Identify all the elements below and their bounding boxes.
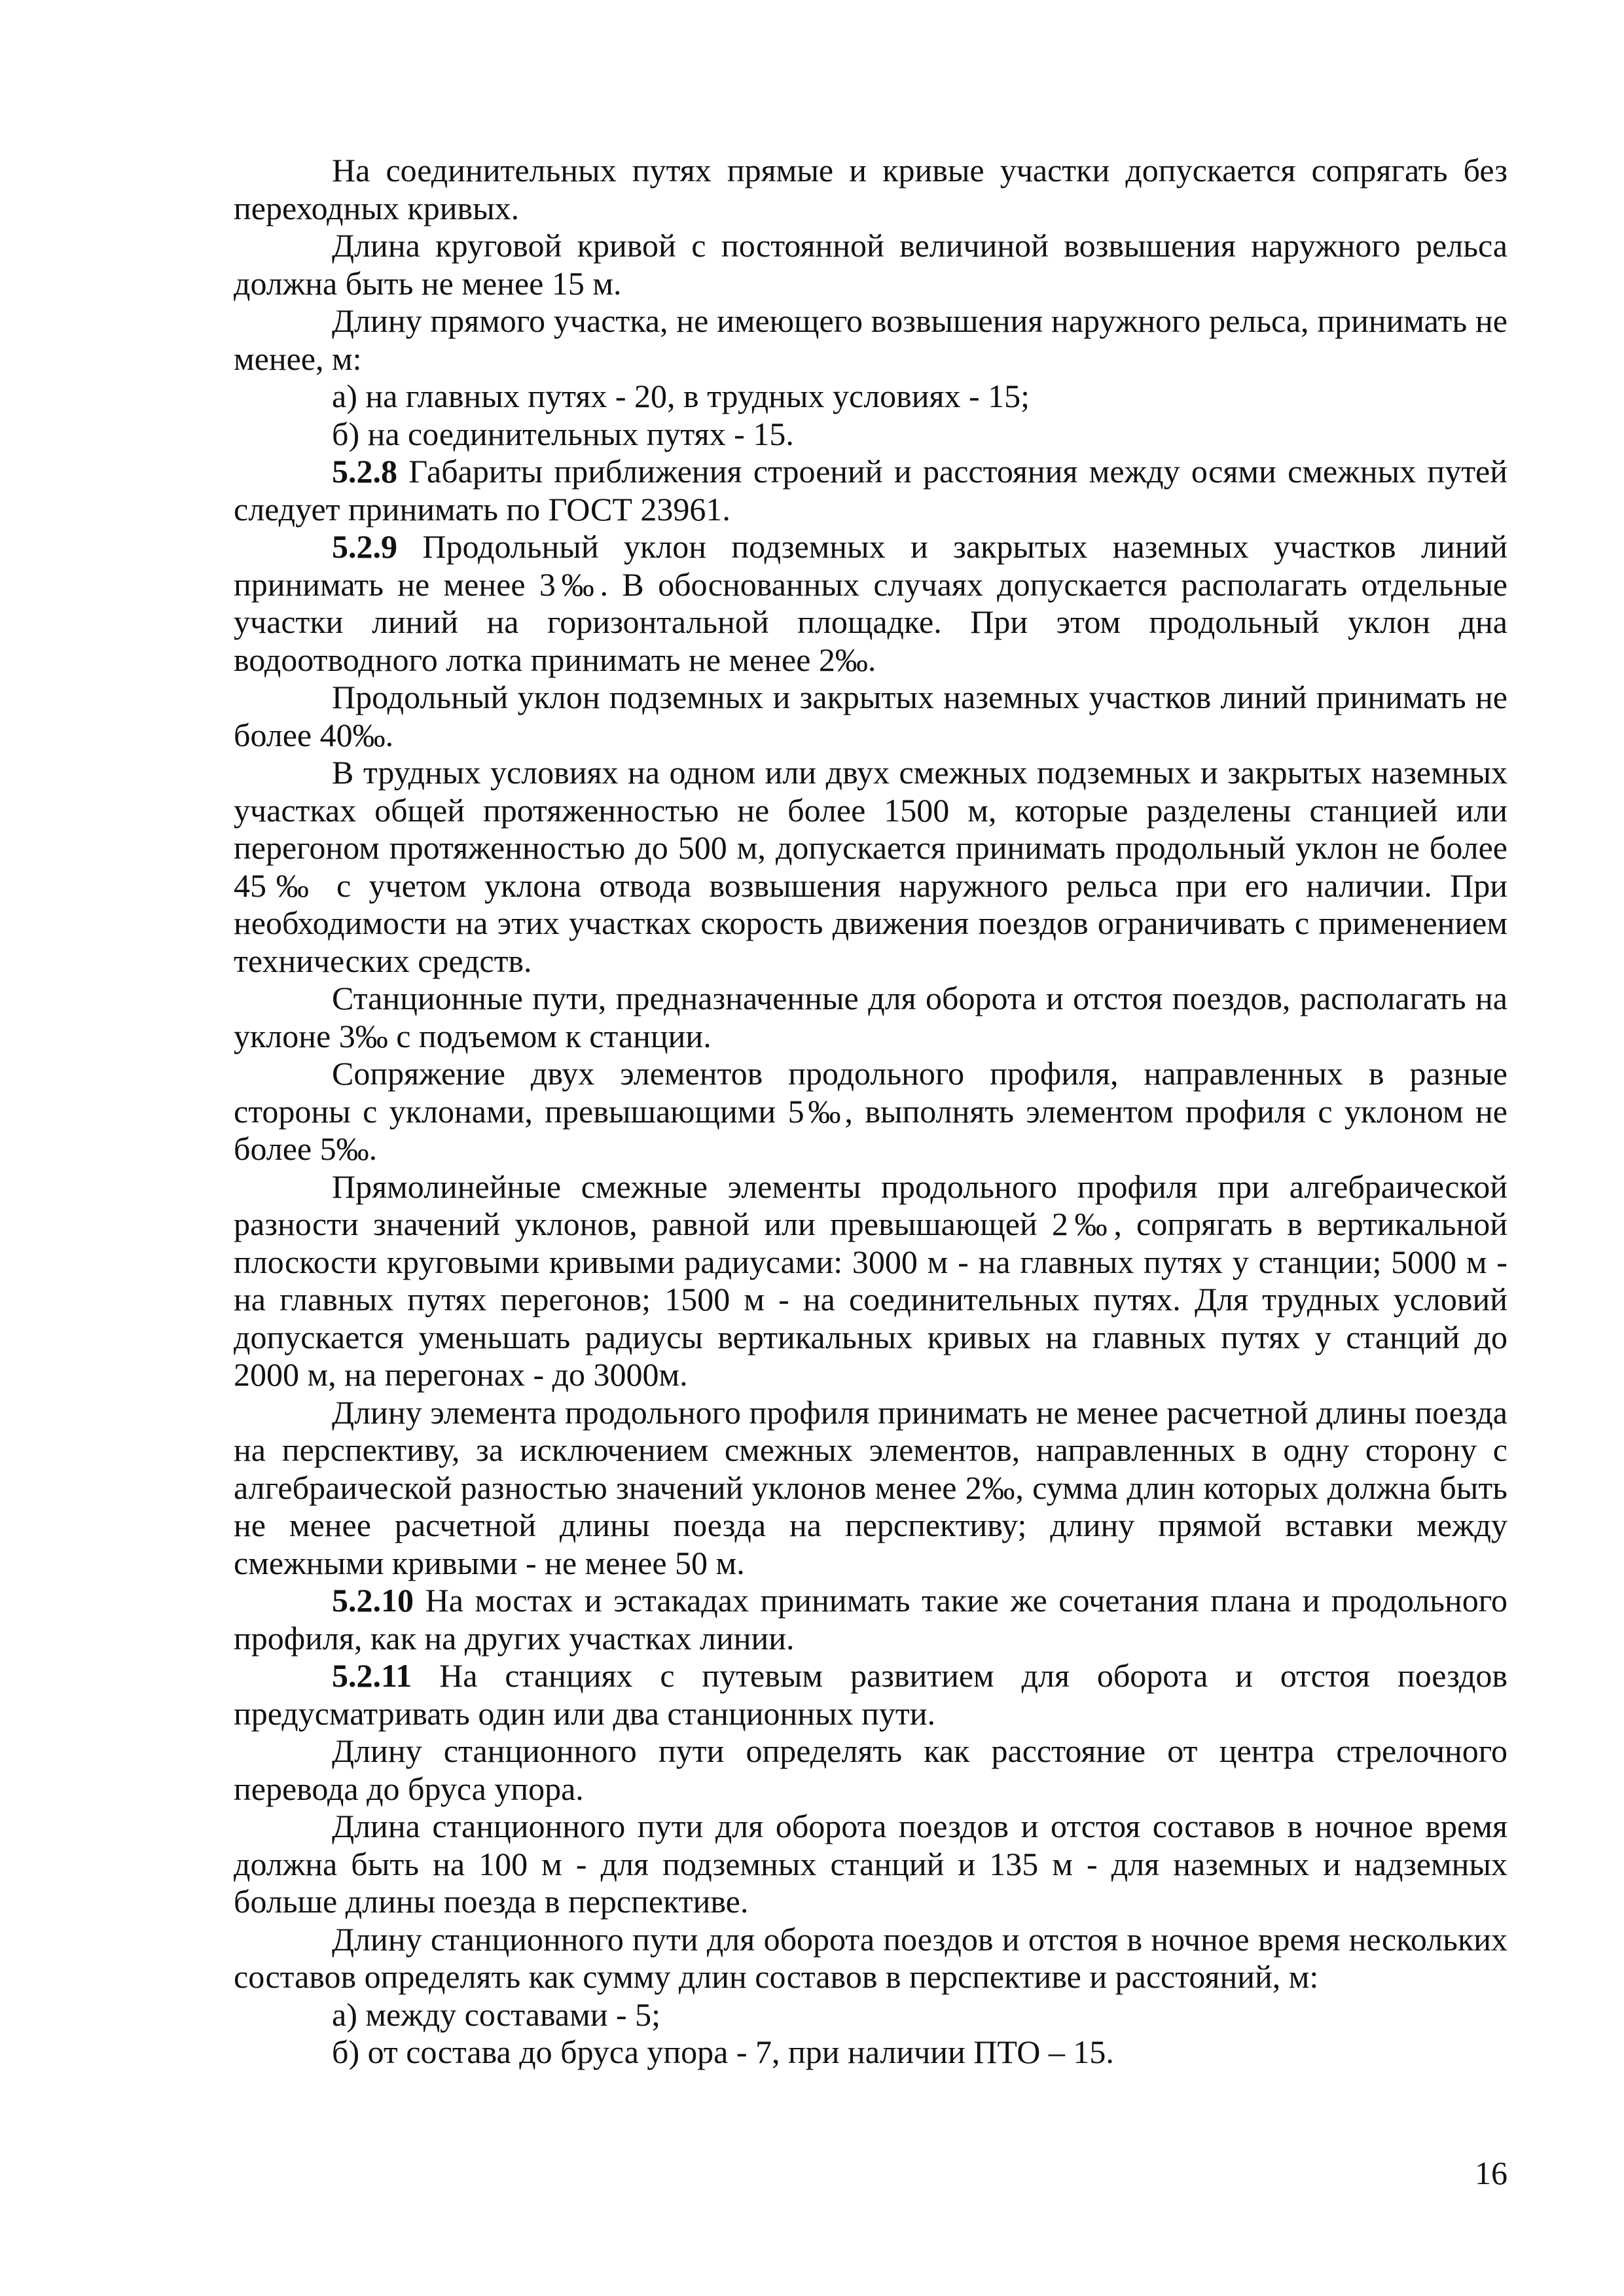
- clause-5-2-8: [234, 453, 1507, 528]
- paragraph: [234, 1808, 1507, 1921]
- paragraph: [234, 152, 1507, 227]
- list-item-text: а) на главных путях - 20, в трудных условиях - 15;: [332, 378, 1030, 414]
- paragraph: [234, 980, 1507, 1055]
- paragraph-text: Продольный уклон подземных и закрытых наземных участков линий принимать не более 40‰.: [234, 679, 1507, 753]
- list-item: [234, 416, 1507, 454]
- paragraph-text: Габариты приближения строений и расстояния между осями смежных путей следует принимать по ГОСТ 23961.: [234, 453, 1507, 528]
- paragraph: [234, 1168, 1507, 1394]
- paragraph: [234, 1055, 1507, 1168]
- list-item-text: б) от состава до бруса упора - 7, при наличии ПТО – 15.: [332, 2034, 1114, 2070]
- paragraph-text: Сопряжение двух элементов продольного профиля, направленных в разные стороны с уклонами, превышающими 5‰, выполнять элементом профиля с уклоном не более 5‰.: [234, 1055, 1507, 1167]
- paragraph-text: Длину станционного пути определять как расстояние от центра стрелочного перевода до бруса упора.: [234, 1732, 1507, 1807]
- paragraph-text: Продольный уклон подземных и закрытых наземных участков линий принимать не менее 3‰. В обоснованных случаях допускается располагать отдельные участки линий на горизонтальной площадке. При этом продольный уклон дна водоотводного лотка принимать не менее 2‰.: [234, 528, 1507, 678]
- list-item-text: а) между составами - 5;: [332, 1996, 661, 2033]
- clause-5-2-11: [234, 1657, 1507, 1732]
- paragraph-text: В трудных условиях на одном или двух смежных подземных и закрытых наземных участках общей протяженностью не более 1500 м, которые разделены станцией или перегоном протяженностью до 500 м, допускается принимать продольный уклон не более 45‰ с учетом уклона отвода возвышения наружного рельса при его наличии. При необходимости на этих участках скорость движения поездов ограничивать с применением технических средств.: [234, 754, 1507, 979]
- document-body: [234, 152, 1507, 2072]
- clause-5-2-9: [234, 528, 1507, 679]
- paragraph-text: Длина станционного пути для оборота поездов и отстоя составов в ночное время должна быть на 100 м - для подземных станций и 135 м - для наземных и надземных больше длины поезда в перспективе.: [234, 1808, 1507, 1920]
- paragraph-text: Длину станционного пути для оборота поездов и отстоя в ночное время нескольких составов определять как сумму длин составов в перспективе и расстояний, м:: [234, 1920, 1507, 1995]
- paragraph: [234, 227, 1507, 302]
- paragraph: [234, 1394, 1507, 1583]
- paragraph: [234, 679, 1507, 754]
- clause-number: 5.2.10: [332, 1582, 414, 1619]
- paragraph: [234, 1921, 1507, 1996]
- clause-5-2-10: [234, 1582, 1507, 1657]
- paragraph-text: На соединительных путях прямые и кривые участки допускается сопрягать без переходных кривых.: [234, 152, 1507, 226]
- list-item: [234, 1996, 1507, 2034]
- paragraph-text: Длину элемента продольного профиля принимать не менее расчетной длины поезда на перспективу, за исключением смежных элементов, направленных в одну сторону с алгебраической разностью значений уклонов менее 2‰, сумма длин которых должна быть не менее расчетной длины поезда на перспективу; длину прямой вставки между смежными кривыми - не менее 50 м.: [234, 1393, 1507, 1581]
- clause-number: 5.2.9: [332, 528, 397, 565]
- list-item: [234, 378, 1507, 416]
- paragraph-text: На станциях с путевым развитием для оборота и отстоя поездов предусматривать один или два станционных пути.: [234, 1657, 1507, 1732]
- paragraph: [234, 754, 1507, 980]
- paragraph-text: Станционные пути, предназначенные для оборота и отстоя поездов, располагать на уклоне 3‰ с подъемом к станции.: [234, 980, 1507, 1054]
- clause-number: 5.2.8: [332, 453, 397, 490]
- paragraph: [234, 1732, 1507, 1808]
- list-item: [234, 2034, 1507, 2072]
- paragraph-text: Длина круговой кривой с постоянной величиной возвышения наружного рельса должна быть не менее 15 м.: [234, 227, 1507, 302]
- clause-number: 5.2.11: [332, 1657, 412, 1694]
- page-number: 16: [1475, 2155, 1507, 2191]
- paragraph-text: На мостах и эстакадах принимать такие же сочетания плана и продольного профиля, как на других участках линии.: [234, 1582, 1508, 1657]
- paragraph-text: Длину прямого участка, не имеющего возвышения наружного рельса, принимать не менее, м:: [234, 302, 1507, 377]
- paragraph: [234, 302, 1507, 378]
- paragraph-text: Прямолинейные смежные элементы продольного профиля при алгебраической разности значений уклонов, равной или превышающей 2‰, сопрягать в вертикальной плоскости круговыми кривыми радиусами: 3000 м - на главных путях у станции; 5000 м - на главных путях перегонов; 1500 м - на соединительных путях. Для трудных условий допускается уменьшать радиусы вертикальных кривых на главных путях у станций до 2000 м, на перегонах - до 3000м.: [234, 1168, 1507, 1393]
- list-item-text: б) на соединительных путях - 15.: [332, 415, 794, 452]
